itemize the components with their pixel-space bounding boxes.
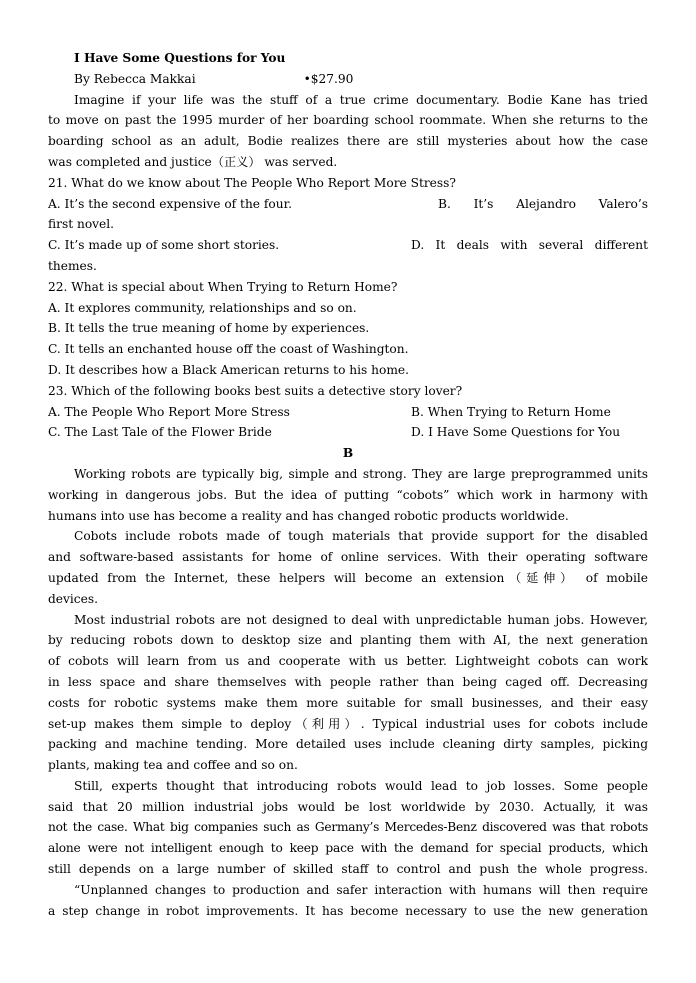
option-b: B. It tells the true meaning of home by experiences.	[48, 321, 370, 336]
passage-line: set-up makes them simple to deploy（利用）. Typical industrial uses for cobots include	[48, 716, 648, 731]
passage-line: Still, experts thought that introducing robots would lead to job losses. Some people	[74, 778, 648, 793]
question-23-stem: 23. Which of the following books best suits a detective story lover?	[48, 383, 463, 398]
book-byline	[48, 69, 648, 90]
passage-line: “Unplanned changes to production and safer interaction with humans will then require	[74, 882, 648, 897]
passage-line: a step change in robot improvements. It has become necessary to use the new generation	[48, 903, 648, 918]
book-desc-line: was completed and justice（正义） was served.	[48, 154, 338, 169]
passage-line: by reducing robots down to desktop size and planting them with AI, the next generation	[48, 633, 648, 648]
question-21-stem: 21. What do we know about The People Who Report More Stress?	[48, 175, 456, 190]
question-23-options-ab	[48, 402, 648, 423]
book-desc-line: boarding school as an adult, Bodie realizes there are still mysteries about how the case	[48, 134, 648, 149]
passage-line: plants, making tea and coffee and so on.	[48, 758, 298, 773]
passage-line: Working robots are typically big, simple and strong. They are large preprogrammed units	[74, 466, 648, 481]
document-page	[48, 48, 648, 921]
book-title: I Have Some Questions for You	[74, 51, 286, 65]
book-price: •$27.90	[303, 71, 354, 86]
option-d: D. It describes how a Black American returns to his home.	[48, 362, 409, 377]
option-a: A. The People Who Report More Stress	[48, 404, 290, 419]
option-b: B. It’s Alejandro Valero’s	[438, 196, 648, 211]
option-d: D. It deals with several different	[411, 238, 648, 253]
passage-line: in less space and share themselves with people rather than being caged off. Decreasing	[48, 674, 648, 689]
passage-line: still depends on a large number of skilled staff to control and push the whole progress.	[48, 862, 648, 877]
passage-line: and software-based assistants for home of online services. With their operating software	[48, 550, 648, 565]
passage-line: costs for robotic systems make them more suitable for small businesses, and their easy	[48, 695, 648, 710]
option-a: A. It explores community, relationships and so on.	[48, 300, 357, 315]
option-c: C. It’s made up of some short stories.	[48, 238, 280, 253]
passage-line: Cobots include robots made of tough materials that provide support for the disabled	[74, 529, 648, 544]
book-author: By Rebecca Makkai	[74, 71, 196, 86]
question-23-options-cd	[48, 422, 648, 443]
option-a: A. It’s the second expensive of the four.	[48, 196, 292, 211]
section-heading: B	[342, 446, 354, 461]
option-c: C. The Last Tale of the Flower Bride	[48, 425, 272, 440]
question-21-options-ab	[48, 194, 648, 215]
passage-line: of cobots will learn from us and cooperate with us better. Lightweight cobots can work	[48, 654, 648, 669]
question-22-stem: 22. What is special about When Trying to Return Home?	[48, 279, 398, 294]
passage-line: said that 20 million industrial jobs would be lost worldwide by 2030. Actually, it was	[48, 799, 648, 814]
option-d-continued: themes.	[48, 258, 97, 273]
question-21-options-cd	[48, 235, 648, 256]
option-b-continued: first novel.	[48, 217, 115, 232]
passage-line: packing and machine tending. More detailed uses include cleaning dirty samples, picking	[48, 737, 648, 752]
option-b: B. When Trying to Return Home	[411, 404, 611, 419]
passage-line: not the case. What big companies such as Germany’s Mercedes-Benz discovered was that robots	[48, 820, 648, 835]
passage-line: humans into use has become a reality and has changed robotic products worldwide.	[48, 508, 569, 523]
passage-line: Most industrial robots are not designed to deal with unpredictable human jobs. However,	[74, 612, 648, 627]
option-d: D. I Have Some Questions for You	[411, 425, 621, 440]
passage-line: devices.	[48, 591, 98, 606]
passage-line: updated from the Internet, these helpers will become an extension（延伸） of mobile	[48, 570, 648, 585]
passage-line: alone were not intelligent enough to keep pace with the demand for special products, which	[48, 841, 648, 856]
passage-line: working in dangerous jobs. But the idea of putting “cobots” which work in harmony with	[48, 487, 648, 502]
book-desc-line: Imagine if your life was the stuff of a true crime documentary. Bodie Kane has tried	[74, 92, 648, 107]
book-desc-line: to move on past the 1995 murder of her boarding school roommate. When she returns to the	[48, 113, 648, 128]
option-c: C. It tells an enchanted house off the coast of Washington.	[48, 342, 409, 357]
